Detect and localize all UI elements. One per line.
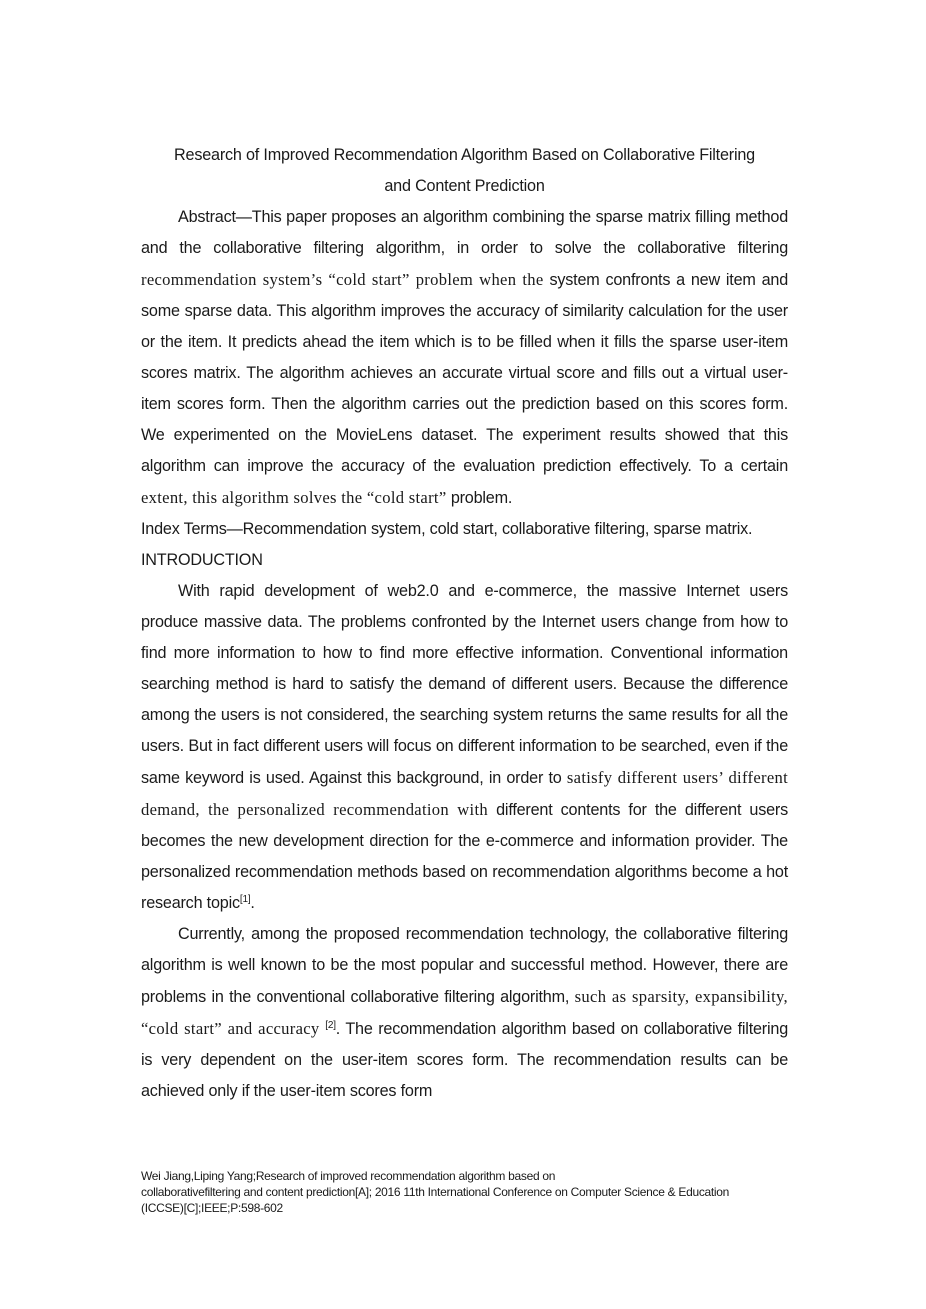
introduction-paragraph-2 bbox=[141, 919, 788, 1107]
footnote-line-3: (ICCSE)[C];IEEE;P:598-602 bbox=[141, 1201, 283, 1215]
index-terms-label: Index Terms— bbox=[141, 520, 243, 538]
intro-p2-text-c: . The recommendation algorithm based on collaborative filtering is very dependent on the user-item scores form. The recommendation results can be achieved only if the user-item scores form bbox=[141, 1020, 788, 1100]
intro-p1-text-a: With rapid development of web2.0 and e-commerce, the massive Internet users produce massive data. The problems confronted by the Internet users change from how to find more information to how to find more effective information. Conventional information searching method is hard to satisfy the demand of different users. Because the difference among the users is not considered, the searching system returns the same results for all the users. But in fact different users will focus on different information to be searched, even if the same keyword is used. Against this background, in order to bbox=[141, 582, 788, 787]
intro-p2-text-a: Currently, among the proposed recommendation technology, the collaborative filtering algorithm is well known to be the most popular and successful method. However, there are problems in the conventional collaborative filtering algorithm, bbox=[141, 925, 788, 1006]
citation-2: [2] bbox=[325, 1020, 336, 1031]
intro-p1-text-c: different contents for the different users becomes the new development direction for the e-commerce and information provider. The personalized recommendation methods based on recommendation algorithms become a hot research topic bbox=[141, 801, 788, 912]
introduction-paragraph-1 bbox=[141, 576, 788, 919]
index-terms-text: Recommendation system, cold start, collaborative filtering, sparse matrix. bbox=[242, 520, 753, 538]
abstract-label: Abstract— bbox=[178, 208, 252, 226]
footnote-reference bbox=[141, 1168, 788, 1216]
intro-p1-text-b: satisfy different users’ different demand, the personalized recommendation with bbox=[141, 768, 788, 819]
abstract-text-a: This paper proposes an algorithm combining the sparse matrix filling method and the collaborative filtering algorithm, in order to solve the collaborative filtering bbox=[141, 208, 788, 257]
footnote-line-1: Wei Jiang,Liping Yang;Research of improved recommendation algorithm based on bbox=[141, 1169, 556, 1183]
abstract-text-c: system confronts a new item and some sparse data. This algorithm improves the accuracy of similarity calculation for the user or the item. It predicts ahead the item which is to be filled when it fills the sparse user-item scores matrix. The algorithm achieves an accurate virtual score and fills out a virtual user-item scores form. Then the algorithm carries out the prediction based on this scores form. We experimented on the MovieLens dataset. The experiment results showed that this algorithm can improve the accuracy of the evaluation prediction effectively. To a certain bbox=[141, 271, 788, 475]
abstract-text-b: recommendation system’s “cold start” problem when the bbox=[141, 270, 544, 289]
title-line-2: and Content Prediction bbox=[384, 177, 545, 195]
footnote-line-2: collaborativefiltering and content prediction[A]; 2016 11th International Conference on Computer Science & Education bbox=[141, 1185, 730, 1199]
paper-page bbox=[141, 140, 788, 1107]
abstract-paragraph bbox=[141, 202, 788, 514]
abstract-text-e: problem. bbox=[446, 489, 513, 507]
title-line-1: Research of Improved Recommendation Algorithm Based on Collaborative Filtering bbox=[174, 146, 755, 164]
paper-title bbox=[141, 140, 788, 202]
index-terms bbox=[141, 514, 788, 545]
abstract-text-d: extent, this algorithm solves the “cold start” bbox=[141, 488, 447, 507]
citation-1: [1] bbox=[239, 894, 251, 905]
intro-p2-text-b: such as sparsity, expansibility, “cold start” and accuracy bbox=[141, 987, 788, 1038]
introduction-heading: INTRODUCTION bbox=[141, 551, 263, 569]
intro-p1-end: . bbox=[250, 894, 255, 912]
